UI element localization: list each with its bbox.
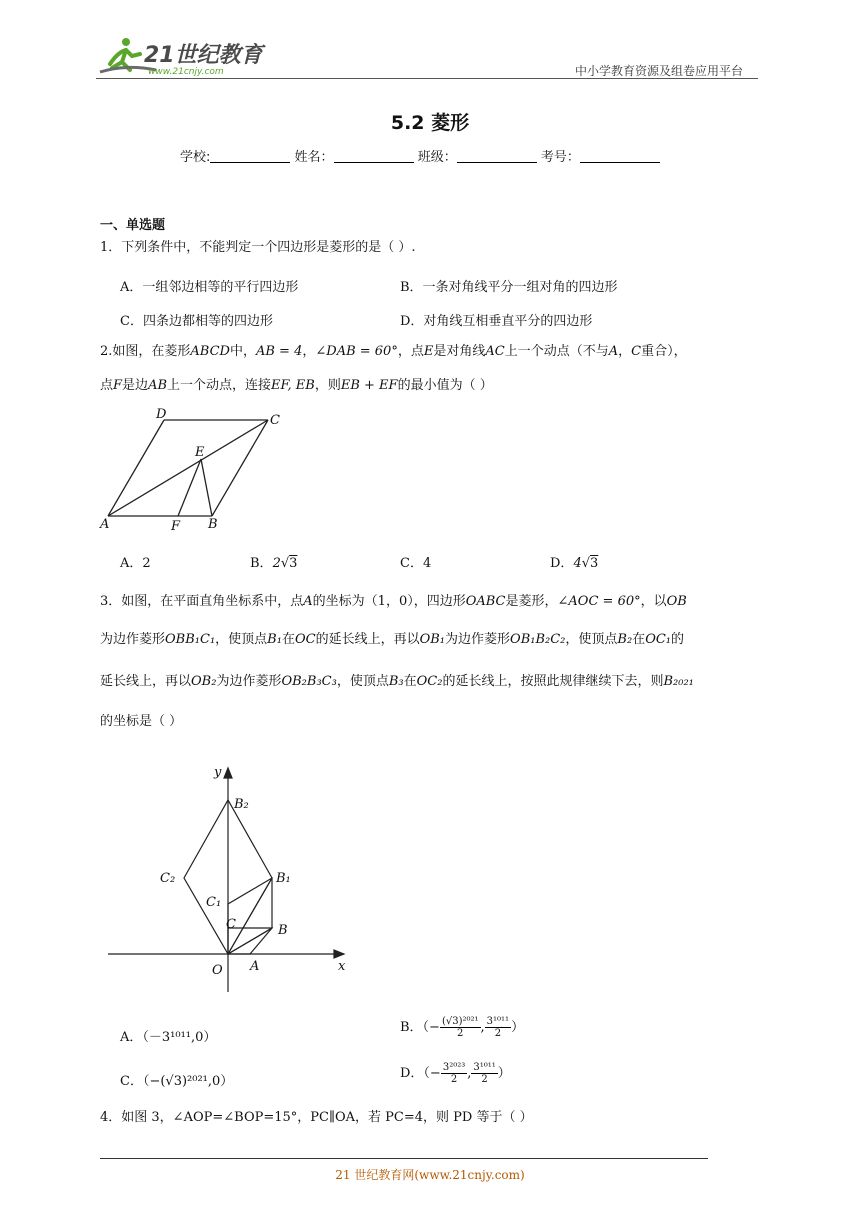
edge-da xyxy=(108,420,164,516)
label-y: y xyxy=(214,765,222,780)
exam-no-label: 考号： xyxy=(540,150,580,165)
svg-text:21世纪教育: 21世纪教育 xyxy=(144,43,263,68)
q3-option-a[interactable]: A．（－3¹⁰¹¹,0） xyxy=(120,1030,217,1045)
q2-rhombus-figure xyxy=(98,404,288,534)
label-b: B xyxy=(278,923,288,938)
q4-stem: 4．如图 3，∠AOP=∠BOP=15°，PC∥OA，若 PC=4，则 PD 等于（ ） xyxy=(100,1110,533,1125)
header-divider xyxy=(96,78,758,79)
y-axis-arrow xyxy=(224,768,232,778)
label-c: C xyxy=(226,917,236,932)
site-name: 中小学教育资源及组卷应用平台 xyxy=(575,64,744,78)
label-b: B xyxy=(208,517,218,532)
site-logo xyxy=(96,34,266,78)
school-label: 学校: xyxy=(180,150,211,165)
q2-stem-line2: 点F是边AB上一个动点，连接EF, EB，则EB + EF的最小值为（ ） xyxy=(100,378,493,393)
label-b1: B₁ xyxy=(276,871,291,886)
class-field[interactable] xyxy=(457,150,537,163)
q1-option-c[interactable]: C．四条边都相等的四边形 xyxy=(120,314,273,329)
segment-eb xyxy=(201,459,212,516)
q1-stem: 1．下列条件中，不能判定一个四边形是菱形的是（ ）. xyxy=(100,240,416,255)
diagonal-ac xyxy=(108,420,268,516)
label-c: C xyxy=(270,413,280,428)
q2-option-d[interactable]: D．4√3 xyxy=(550,556,599,571)
label-b2: B₂ xyxy=(234,797,249,812)
label-o: O xyxy=(212,963,223,978)
q1-option-b[interactable]: B．一条对角线平分一组对角的四边形 xyxy=(400,280,618,295)
q2-option-a[interactable]: A．2 xyxy=(120,556,151,571)
class-label: 班级： xyxy=(417,150,457,165)
label-a: A xyxy=(100,517,110,532)
q3-coordinate-figure xyxy=(104,758,360,998)
school-field[interactable] xyxy=(210,150,290,163)
label-a: A xyxy=(250,959,260,974)
q3-option-d[interactable]: D．（− $\frac{\text{3²⁰²³}}{2}$ , $\frac{\text{3¹⁰¹¹}}{2}$ ） xyxy=(400,1062,511,1085)
edge-bc xyxy=(212,420,268,516)
footer-text[interactable]: 21 世纪教育网(www.21cnjy.com) xyxy=(335,1168,525,1182)
section-heading: 一、单选题 xyxy=(100,218,166,233)
footer-divider xyxy=(100,1158,708,1159)
q3-option-c[interactable]: C．（−(√3)²⁰²¹,0） xyxy=(120,1074,234,1089)
svg-text:www.21cnjy.com: www.21cnjy.com xyxy=(148,67,224,77)
name-label: 姓名： xyxy=(294,150,334,165)
q1-option-d[interactable]: D．对角线互相垂直平分的四边形 xyxy=(400,314,593,329)
exam-no-field[interactable] xyxy=(580,150,660,163)
label-c1: C₁ xyxy=(206,895,222,910)
q3-option-b[interactable]: B．（− $\frac{\text{(√3)²⁰²¹}}{2}$ , $\frac{\text{3¹⁰¹¹}}{2}$ ） xyxy=(400,1016,525,1039)
x-axis-arrow xyxy=(334,950,344,958)
q2-stem-line1: 2.如图，在菱形ABCD中，AB = 4，∠DAB = 60°，点E是对角线AC上一个动点（不与A，C重合）， xyxy=(100,344,687,359)
q3-stem-line1: 3．如图，在平面直角坐标系中，点A的坐标为（1，0），四边形OABC是菱形，∠AOC = 60°，以OB xyxy=(100,594,687,609)
q2-option-c[interactable]: C．4 xyxy=(400,556,432,571)
label-f: F xyxy=(171,519,181,534)
label-c2: C₂ xyxy=(160,871,176,886)
label-d: D xyxy=(156,407,167,422)
q3-stem-line3: 延长线上，再以OB₂为边作菱形OB₂B₃C₃，使顶点B₃在OC₂的延长线上，按照此规律继续下去，则B₂₀₂₁ xyxy=(100,674,694,689)
name-field[interactable] xyxy=(334,150,414,163)
label-x: x xyxy=(338,959,346,974)
q2-option-b[interactable]: B．2√3 xyxy=(250,556,298,571)
page-title: 5.2 菱形 xyxy=(390,112,470,134)
student-info xyxy=(180,146,660,165)
q3-stem-line4: 的坐标是（ ） xyxy=(100,714,183,729)
q1-option-a[interactable]: A．一组邻边相等的平行四边形 xyxy=(120,280,299,295)
label-e: E xyxy=(195,445,205,460)
q3-stem-line2: 为边作菱形OBB₁C₁，使顶点B₁在OC的延长线上，再以OB₁为边作菱形OB₁B₂C₂，使顶点B₂在OC₁的 xyxy=(100,632,685,647)
